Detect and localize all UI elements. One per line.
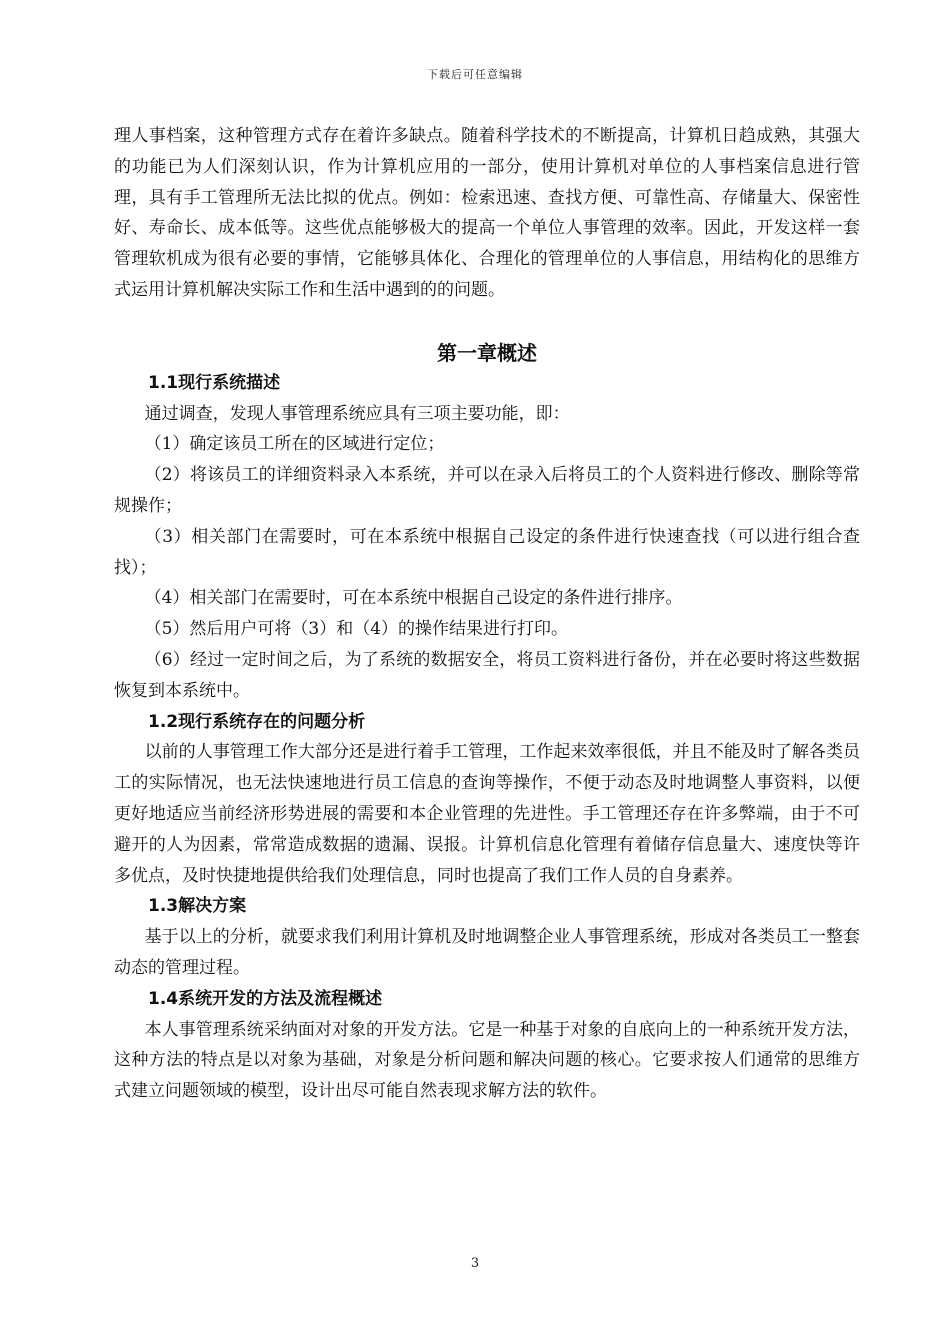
section-1-2-body: 以前的人事管理工作大部分还是进行着手工管理，工作起来效率很低，并且不能及时了解各类员工的实际情况，也无法快速地进行员工信息的查询等操作，不便于动态及时地调整人事资料，以便更好地适应当前经济形势进展的需要和本企业管理的先进性。手工管理还存在许多弊端，由于不可避开的人为因素，常常造成数据的遗漏、误报。计算机信息化管理有着储存信息量大、速度快等许多优点，及时快捷地提供给我们处理信息，同时也提高了我们工作人员的自身素养。: [114, 742, 860, 886]
section-1-3-body: 基于以上的分析，就要求我们利用计算机及时地调整企业人事管理系统，形成对各类员工一整套动态的管理过程。: [114, 927, 860, 978]
function-item-2: （2）将该员工的详细资料录入本系统，并可以在录入后将员工的个人资料进行修改、删除等常规操作；: [114, 465, 860, 516]
function-item-5: （5）然后用户可将（3）和（4）的操作结果进行打印。: [144, 619, 569, 640]
page-number: 3: [470, 1256, 480, 1271]
section-1-2-title: 1.2现行系统存在的问题分析: [148, 711, 366, 732]
section-1-3-title: 1.3解决方案: [148, 896, 247, 917]
function-item-1: （1）确定该员工所在的区域进行定位；: [144, 434, 445, 455]
function-item-4: （4）相关部门在需要时，可在本系统中根据自己设定的条件进行排序。: [144, 588, 683, 609]
document-body: [114, 121, 860, 1107]
section-1-4-title: 1.4系统开发的方法及流程概述: [148, 988, 383, 1009]
section-1-4-body: 本人事管理系统采纳面对对象的开发方法。它是一种基于对象的自底向上的一种系统开发方法，这种方法的特点是以对象为基础，对象是分析问题和解决问题的核心。它要求按人们通常的思维方式建立问题领域的模型，设计出尽可能自然表现求解方法的软件。: [114, 1019, 860, 1102]
chapter-title: 第一章概述: [437, 340, 537, 365]
page-header: 下载后可任意编辑: [427, 68, 523, 81]
section-1-1-lead: 通过调查，发现人事管理系统应具有三项主要功能，即：: [144, 403, 570, 424]
function-item-6: （6）经过一定时间之后，为了系统的数据安全，将员工资料进行备份，并在必要时将这些数据恢复到本系统中。: [114, 649, 860, 701]
section-1-1-title: 1.1现行系统描述: [148, 372, 281, 393]
function-item-3: （3）相关部门在需要时，可在本系统中根据自己设定的条件进行快速查找（可以进行组合查找）；: [114, 526, 860, 578]
intro-paragraph: 理人事档案，这种管理方式存在着许多缺点。随着科学技术的不断提高，计算机日趋成熟，其强大的功能已为人们深刻认识，作为计算机应用的一部分，使用计算机对单位的人事档案信息进行管理，具有手工管理所无法比拟的优点。例如：检索迅速、查找方便、可靠性高、存储量大、保密性好、寿命长、成本低等。这些优点能够极大的提高一个单位人事管理的效率。因此，开发这样一套管理软机成为很有必要的事情，它能够具体化、合理化的管理单位的人事信息，用结构化的思维方式运用计算机解决实际工作和生活中遇到的的问题。: [114, 126, 860, 300]
